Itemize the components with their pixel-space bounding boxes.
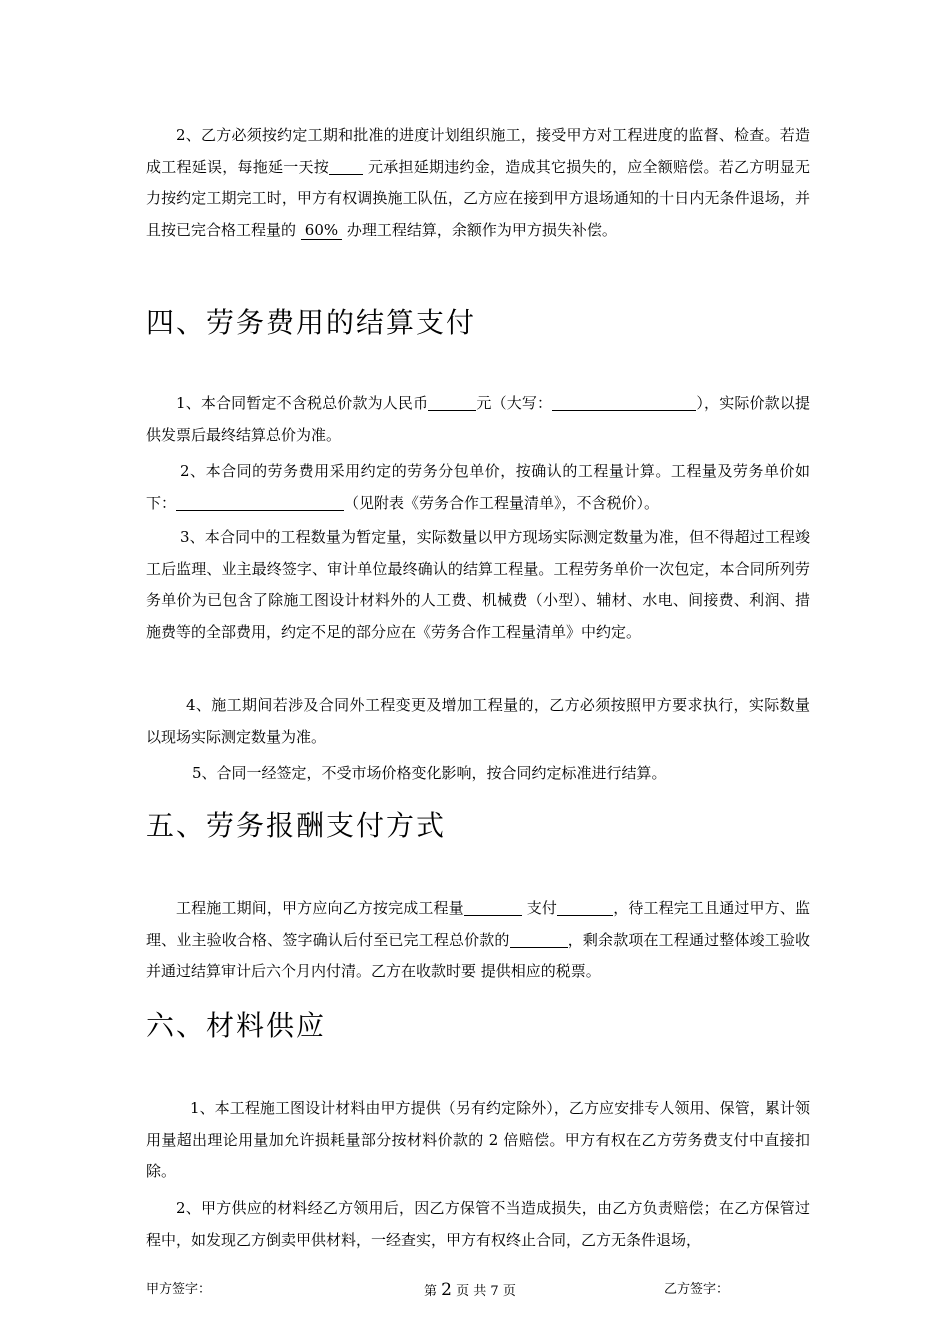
section-5-heading: 五、劳务报酬支付方式: [146, 809, 447, 842]
completion-ratio-blank: [510, 932, 568, 948]
clause-3-2: 2、乙方必须按约定工期和批准的进度计划组织施工，接受甲方对工程进度的监督、检查。若造成工程延误，每拖延一天按 元承担延期违约金，造成其它损失的，应全额赔偿。若乙方明显无力按约定工期完工时，甲方有权调换施工队伍，乙方应在接到甲方退场通知的十日内无条件退场，并且按已完合格工程量的 60% 办理工程结算，余额作为甲方损失补偿。: [146, 126, 810, 239]
page-number: 第 2 页 共 7 页: [424, 1280, 516, 1300]
clause-4-1: 1、本合同暂定不含税总价款为人民币 元（大写： ），实际价款以提供发票后最终结算总价为准。: [146, 394, 810, 444]
price-words-blank: [552, 395, 696, 411]
clause-6-2: 2、甲方供应的材料经乙方领用后，因乙方保管不当造成损失，由乙方负责赔偿；在乙方保管过程中，如发现乙方倒卖甲供材料，一经查实，甲方有权终止合同，乙方无条件退场，: [146, 1199, 810, 1249]
clause-4-5: 5、合同一经签定，不受市场价格变化影响，按合同约定标准进行结算。: [192, 764, 667, 782]
clause-4-2: 2、本合同的劳务费用采用约定的劳务分包单价，按确认的工程量计算。工程量及劳务单价如下： （见附表《劳务合作工程量清单》，不含税价）。: [146, 462, 810, 512]
clause-4-3: 3、本合同中的工程数量为暂定量，实际数量以甲方现场实际测定数量为准，但不得超过工程竣工后监理、业主最终签字、审计单位最终确认的结算工程量。工程劳务单价一次包定，本合同所列劳务单价为已包含了除施工图设计材料外的人工费、机械费（小型）、辅材、水电、间接费、利润、措施费等的全部费用，约定不足的部分应在《劳务合作工程量清单》中约定。: [146, 528, 810, 641]
clause-6-1: 1、本工程施工图设计材料由甲方提供（另有约定除外），乙方应安排专人领用、保管，累计领用量超出理论用量加允许损耗量部分按材料价款的 2 倍赔偿。甲方有权在乙方劳务费支付中直接扣除。: [146, 1099, 810, 1180]
party-b-signature-label: 乙方签字：: [664, 1282, 730, 1297]
clause-4-4: 4、施工期间若涉及合同外工程变更及增加工程量的，乙方必须按照甲方要求执行，实际数量以现场实际测定数量为准。: [146, 696, 810, 746]
section-4-heading: 四、劳务费用的结算支付: [146, 306, 477, 339]
party-a-signature-label: 甲方签字：: [146, 1282, 212, 1297]
unit-price-blank: [176, 495, 344, 511]
progress-blank: [464, 900, 522, 916]
penalty-blank: [329, 159, 363, 175]
price-blank: [428, 395, 476, 411]
pay-ratio-blank: [557, 900, 613, 916]
clause-5: 工程施工期间，甲方应向乙方按完成工程量 支付 ，待工程完工且通过甲方、监理、业主验收合格、签字确认后付至已完工程总价款的 ，剩余款项在工程通过整体竣工验收并通过结算审计后六个月内付清。乙方在收款时要 提供相应的税票。: [146, 899, 810, 980]
settlement-percent: 60%: [301, 221, 342, 240]
section-6-heading: 六、材料供应: [146, 1009, 327, 1042]
